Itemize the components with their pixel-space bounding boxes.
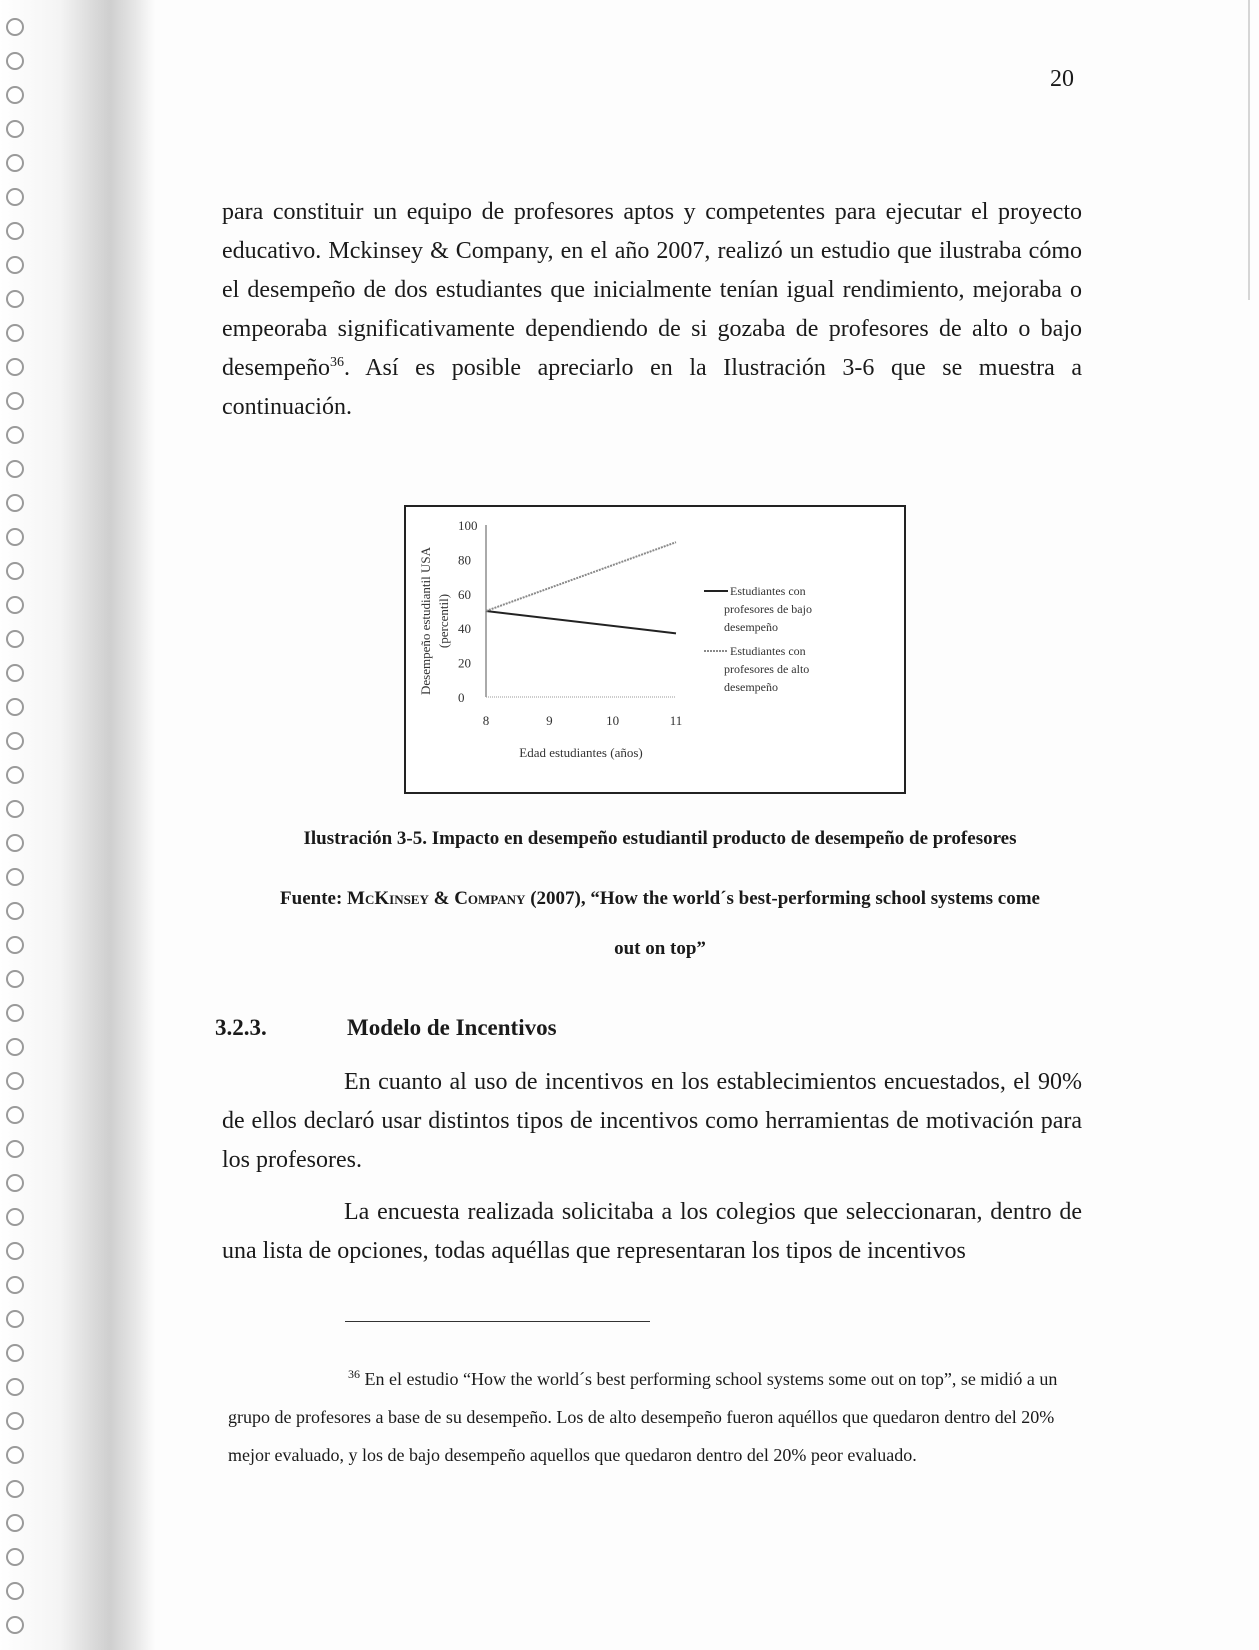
binding-ring [6, 86, 24, 104]
binding-ring [6, 1242, 24, 1260]
figure-chart [404, 505, 906, 794]
binding-ring [6, 664, 24, 682]
x-tick-label: 11 [669, 713, 683, 728]
binding-ring [6, 936, 24, 954]
binding-ring [6, 834, 24, 852]
y-axis-title: Desempeño estudiantil USA [418, 546, 433, 696]
figure-source-continued: out on top” [614, 938, 706, 959]
binding-ring [6, 528, 24, 546]
source-prefix: Fuente: [280, 888, 348, 909]
body-paragraph-2: En cuanto al uso de incentivos en los establecimientos encuestados, el 90% de ellos declaró usar distintos tipos de incentivos como herramientas de motivación para los profesores. [222, 1069, 1082, 1173]
legend-label: Estudiantes con [730, 584, 806, 598]
binding-ring [6, 1412, 24, 1430]
paragraph-text: para constituir un equipo de profesores aptos y competentes para ejecutar el proyecto educativo. Mckinsey & Company, en el año 2007, realizó un estudio que ilustraba cómo el desempeño de dos estudiantes que inicialmente tenían igual rendimiento, mejoraba o empeoraba significativamente dependiendo de si gozaba de profesores de alto o bajo desempeño [222, 199, 1082, 381]
binding-ring [6, 1582, 24, 1600]
body-paragraph-1 [222, 193, 1082, 427]
legend-label: desempeño [724, 680, 778, 694]
binding-ring [6, 1072, 24, 1090]
binding-ring [6, 426, 24, 444]
binding-ring [6, 1276, 24, 1294]
binding-ring [6, 562, 24, 580]
footnote [228, 1355, 1088, 1474]
binding-ring [6, 1480, 24, 1498]
binding-ring [6, 1514, 24, 1532]
binding-ring [6, 1378, 24, 1396]
binding-ring [6, 766, 24, 784]
y-axis-subtitle: (percentil) [436, 593, 451, 649]
figure-caption: Ilustración 3-5. Impacto en desempeño estudiantil producto de desempeño de profesores [303, 828, 1017, 849]
binding-ring [6, 800, 24, 818]
x-tick-label: 8 [482, 713, 490, 728]
y-tick-label: 100 [458, 518, 478, 533]
binding-ring [6, 290, 24, 308]
y-tick-label: 20 [458, 655, 471, 671]
y-tick-label: 80 [458, 552, 471, 568]
legend-label: Estudiantes con [730, 644, 806, 658]
x-tick-label: 10 [606, 713, 620, 728]
binding-ring [6, 154, 24, 172]
footnote-number: 36 [348, 1367, 360, 1381]
binding-ring [6, 222, 24, 240]
binding-ring [6, 1174, 24, 1192]
binding-ring [6, 52, 24, 70]
paragraph-text-continued: . Así es posible apreciarlo en la Ilustración 3-6 que se muestra a continuación. [222, 355, 1082, 420]
y-tick-label: 60 [458, 586, 471, 602]
section-number: 3.2.3. [215, 1015, 267, 1040]
legend-label: profesores de alto [724, 662, 810, 676]
binding-ring [6, 358, 24, 376]
binding-ring [6, 1344, 24, 1362]
binding-ring [6, 902, 24, 920]
binding-ring [6, 630, 24, 648]
source-organization: McKinsey & Company [347, 888, 526, 909]
binding-ring [6, 970, 24, 988]
footnote-separator [345, 1321, 650, 1322]
binding-ring [6, 1004, 24, 1022]
binding-ring [6, 494, 24, 512]
y-tick-label: 40 [458, 621, 471, 637]
x-tick-label: 9 [546, 713, 553, 728]
body-paragraph-3: La encuesta realizada solicitaba a los colegios que seleccionaran, dentro de una lista de opciones, todas aquéllas que representaran los tipos de incentivos [222, 1199, 1082, 1264]
binding-ring [6, 392, 24, 410]
binding-ring [6, 1106, 24, 1124]
binding-ring [6, 120, 24, 138]
binding-ring [6, 732, 24, 750]
binding-ring [6, 460, 24, 478]
binding-ring [6, 868, 24, 886]
binding-ring [6, 1208, 24, 1226]
footnote-reference: 36 [329, 355, 344, 370]
line-chart [406, 507, 904, 792]
binding-ring [6, 1616, 24, 1634]
binding-ring [6, 1548, 24, 1566]
binding-ring [6, 18, 24, 36]
x-axis-title: Edad estudiantes (años) [519, 745, 643, 760]
series-line-high [486, 542, 676, 611]
binding-ring [6, 1140, 24, 1158]
binding-ring [6, 188, 24, 206]
spiral-binding [6, 18, 36, 1648]
binding-ring [6, 324, 24, 342]
binding-ring [6, 1038, 24, 1056]
binding-ring [6, 596, 24, 614]
binding-ring [6, 256, 24, 274]
source-title: (2007), “How the world´s best-performing school systems come [525, 888, 1040, 909]
y-tick-label: 0 [458, 690, 465, 705]
section-title: Modelo de Incentivos [347, 1015, 557, 1040]
page-edge [1248, 0, 1250, 300]
legend-label: profesores de bajo [724, 602, 812, 616]
series-line-low [486, 611, 676, 633]
legend-label: desempeño [724, 620, 778, 634]
binding-ring [6, 1446, 24, 1464]
binding-ring [6, 1310, 24, 1328]
page-number: 20 [1050, 66, 1074, 92]
figure-source [180, 888, 1140, 910]
footnote-text: En el estudio “How the world´s best performing school systems some out on top”, se midió a un grupo de profesores a base de su desempeño. Los de alto desempeño fueron aquéllos que quedaron dentro del 20% mejor evaluado, y los de bajo desempeño aquellos que quedaron dentro del 20% peor evaluado. [228, 1369, 1058, 1465]
binding-ring [6, 698, 24, 716]
